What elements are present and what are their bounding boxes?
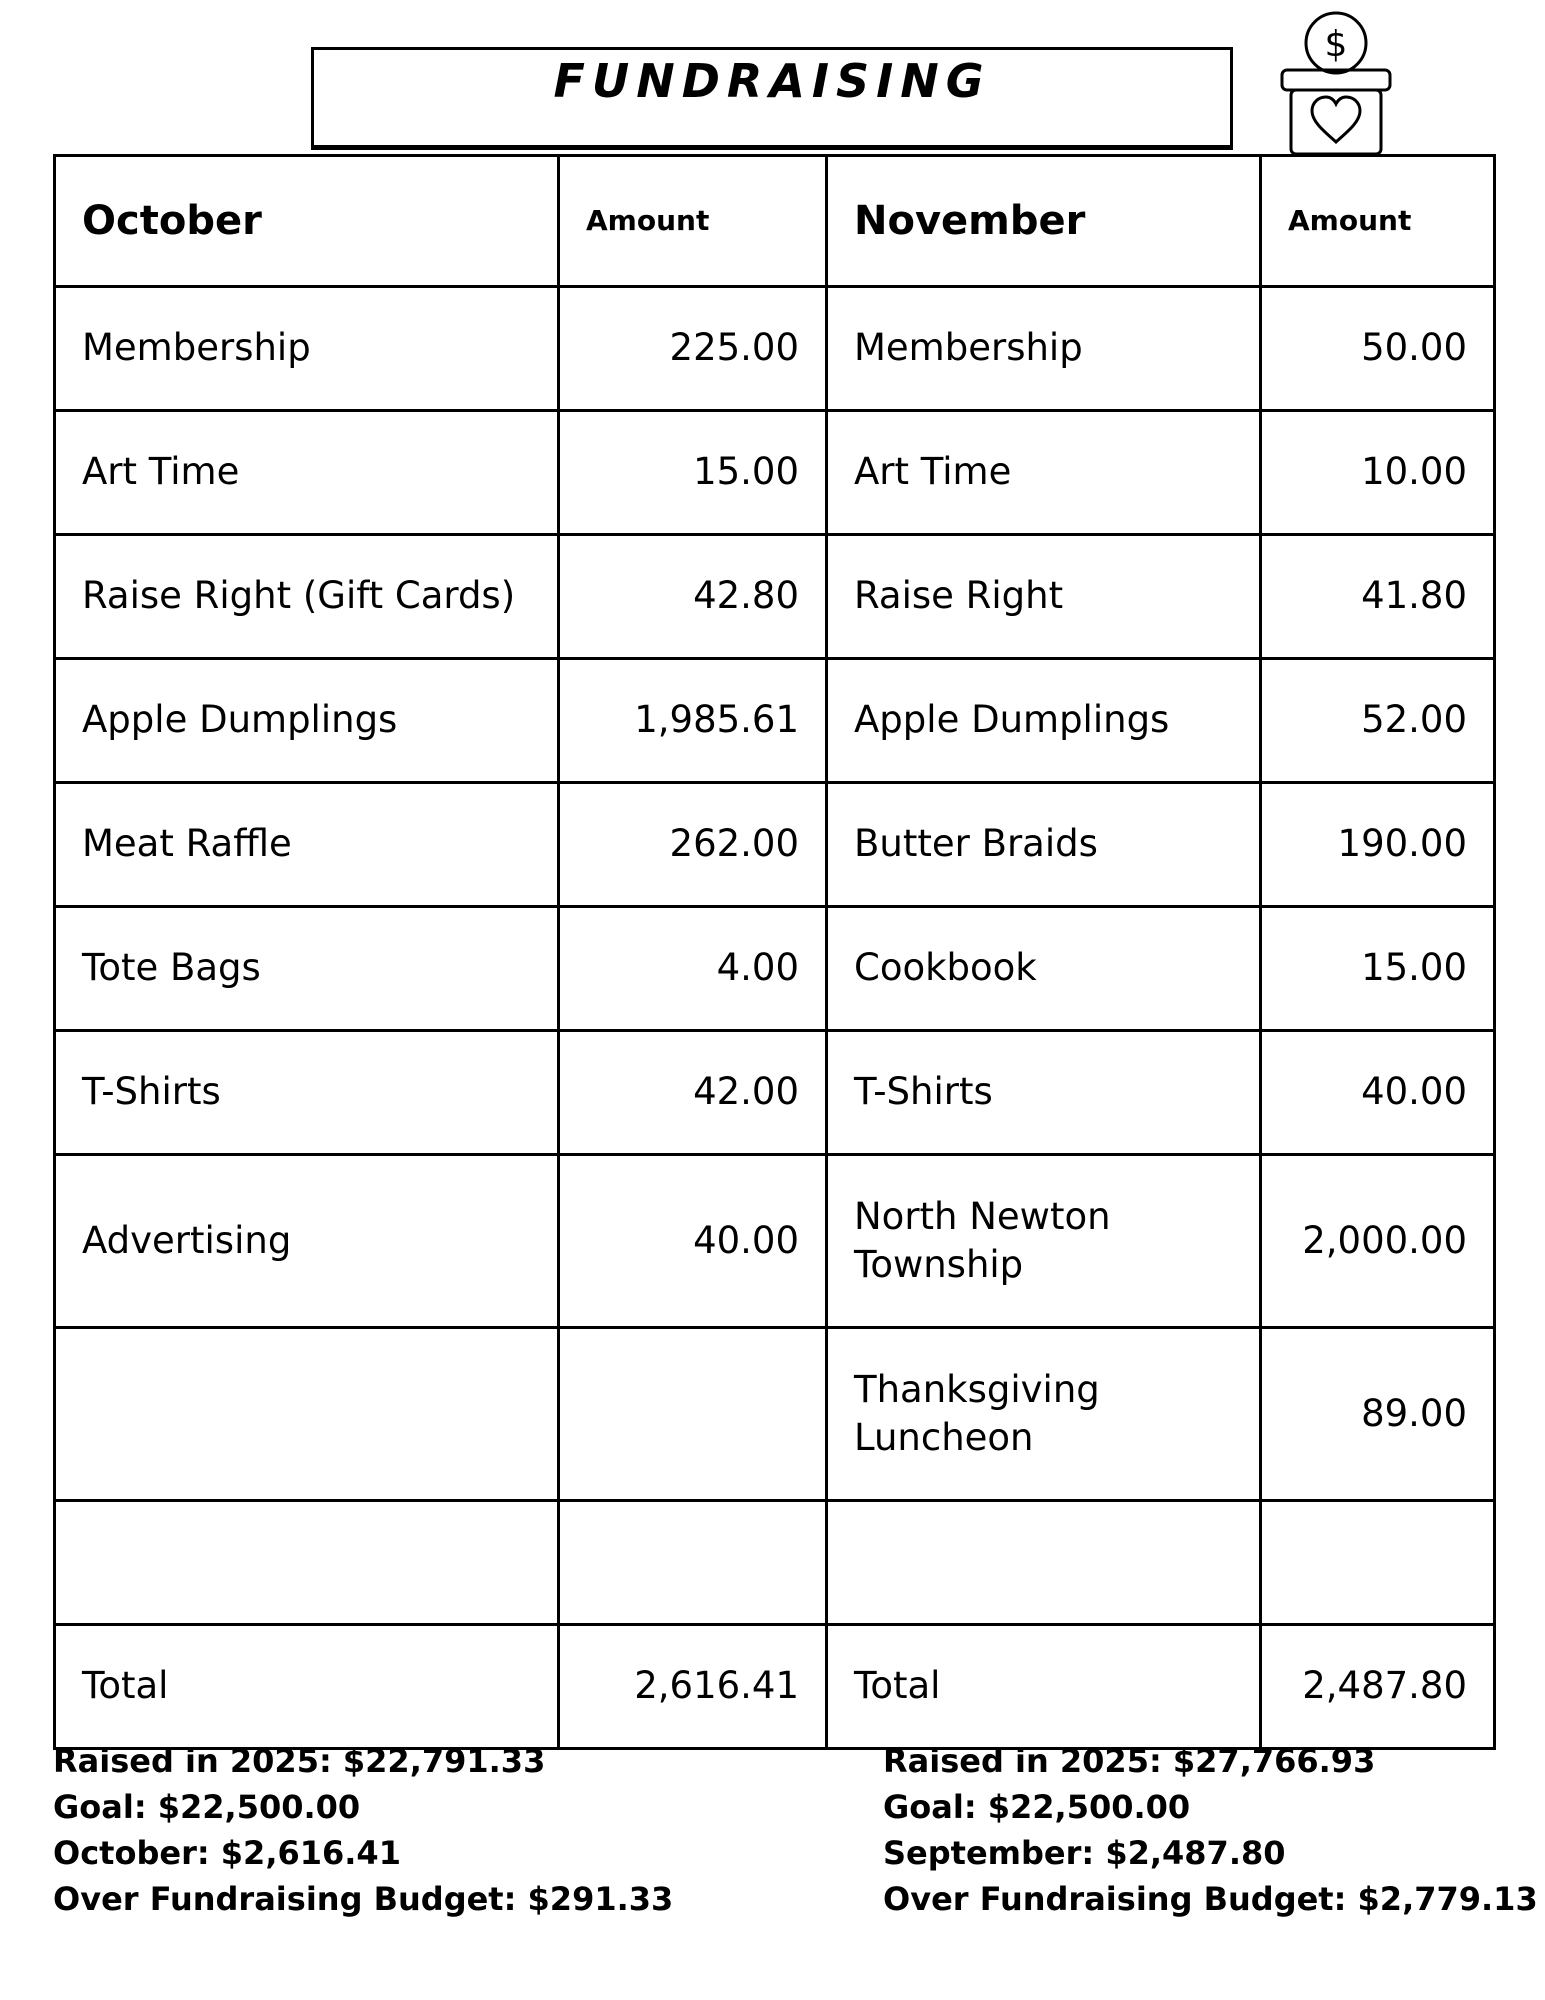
november-total-label: Total [827, 1625, 1261, 1749]
november-amount: 41.80 [1261, 535, 1495, 659]
october-total-amount: 2,616.41 [559, 1625, 827, 1749]
table-row [55, 907, 1495, 1031]
october-amount: 262.00 [559, 783, 827, 907]
november-amount: 40.00 [1261, 1031, 1495, 1155]
october-amount [559, 1328, 827, 1501]
november-total-amount: 2,487.80 [1261, 1625, 1495, 1749]
october-amount: 42.00 [559, 1031, 827, 1155]
fundraising-table [53, 154, 1496, 1750]
table-row [55, 535, 1495, 659]
title-box [311, 47, 1233, 150]
donation-box-icon [1277, 10, 1395, 158]
november-amount: 52.00 [1261, 659, 1495, 783]
october-item: Tote Bags [55, 907, 559, 1031]
october-amount: 15.00 [559, 411, 827, 535]
november-item: Cookbook [827, 907, 1261, 1031]
october-total-label: Total [55, 1625, 559, 1749]
november-item: Butter Braids [827, 783, 1261, 907]
november-item: Apple Dumplings [827, 659, 1261, 783]
november-amount: 10.00 [1261, 411, 1495, 535]
october-item: Apple Dumplings [55, 659, 559, 783]
november-header: November [827, 156, 1261, 287]
table-row [55, 1155, 1495, 1328]
goal: Goal: $22,500.00 [883, 1788, 1191, 1826]
month-total: September: $2,487.80 [883, 1834, 1286, 1872]
november-item: Art Time [827, 411, 1261, 535]
table-row [55, 287, 1495, 411]
october-amount-header: Amount [559, 156, 827, 287]
october-item [55, 1501, 559, 1625]
october-amount: 42.80 [559, 535, 827, 659]
october-item: T-Shirts [55, 1031, 559, 1155]
november-amount: 50.00 [1261, 287, 1495, 411]
table-row [55, 411, 1495, 535]
october-amount: 40.00 [559, 1155, 827, 1328]
november-item: Raise Right [827, 535, 1261, 659]
november-item: Thanksgiving Luncheon [827, 1328, 1261, 1501]
october-item [55, 1328, 559, 1501]
november-amount [1261, 1501, 1495, 1625]
november-amount-header: Amount [1261, 156, 1495, 287]
header-row [55, 156, 1495, 287]
goal: Goal: $22,500.00 [53, 1788, 361, 1826]
november-item: North Newton Township [827, 1155, 1261, 1328]
november-amount: 2,000.00 [1261, 1155, 1495, 1328]
month-total: October: $2,616.41 [53, 1834, 401, 1872]
october-item: Art Time [55, 411, 559, 535]
october-item: Raise Right (Gift Cards) [55, 535, 559, 659]
october-amount: 4.00 [559, 907, 827, 1031]
table-row [55, 1501, 1495, 1625]
october-item: Advertising [55, 1155, 559, 1328]
table-row [55, 659, 1495, 783]
november-summary [883, 1738, 1538, 1922]
page-title: FUNDRAISING [553, 54, 991, 108]
november-item [827, 1501, 1261, 1625]
november-item: Membership [827, 287, 1261, 411]
over-budget: Over Fundraising Budget: $2,779.13 [883, 1880, 1538, 1918]
october-header: October [55, 156, 559, 287]
table-row [55, 1328, 1495, 1501]
october-amount: 225.00 [559, 287, 827, 411]
table-row [55, 1031, 1495, 1155]
november-item: T-Shirts [827, 1031, 1261, 1155]
over-budget: Over Fundraising Budget: $291.33 [53, 1880, 674, 1918]
october-amount [559, 1501, 827, 1625]
total-row [55, 1625, 1495, 1749]
october-summary [53, 1738, 673, 1922]
november-amount: 190.00 [1261, 783, 1495, 907]
raised-in-year: Raised in 2025: $27,766.93 [883, 1742, 1376, 1780]
table-row [55, 783, 1495, 907]
november-amount: 89.00 [1261, 1328, 1495, 1501]
svg-text:$: $ [1324, 24, 1348, 65]
november-amount: 15.00 [1261, 907, 1495, 1031]
october-amount: 1,985.61 [559, 659, 827, 783]
october-item: Meat Raffle [55, 783, 559, 907]
raised-in-year: Raised in 2025: $22,791.33 [53, 1742, 546, 1780]
october-item: Membership [55, 287, 559, 411]
